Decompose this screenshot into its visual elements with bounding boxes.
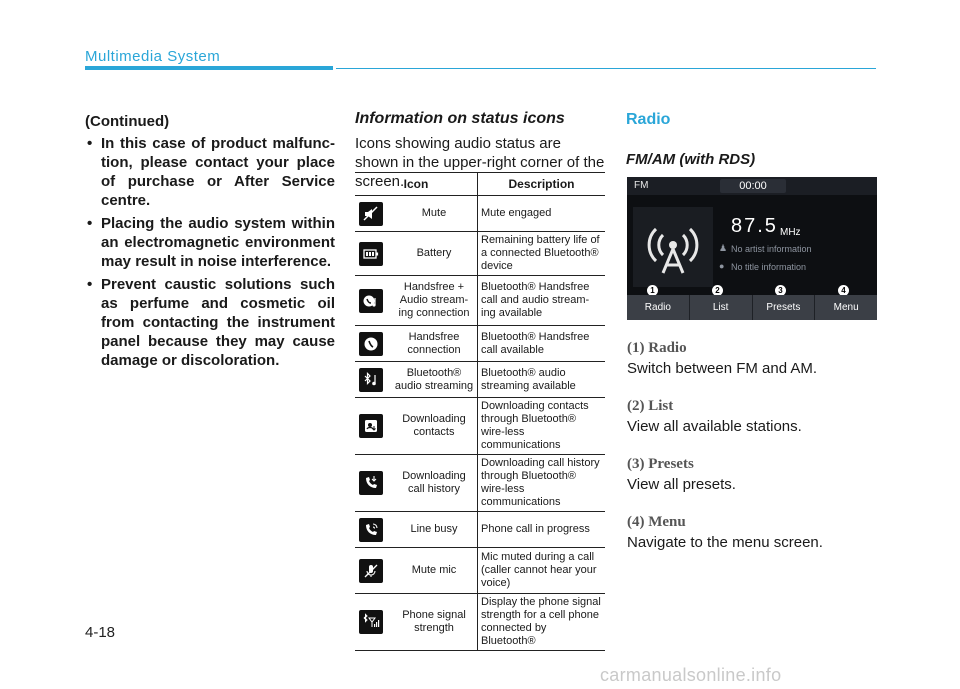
radio-antenna-icon <box>633 207 713 287</box>
icon-description: Bluetooth® audio streaming available <box>478 362 606 398</box>
item-heading: (2) List <box>627 398 674 414</box>
presets-button[interactable]: Presets <box>753 295 816 320</box>
table-row <box>355 455 605 512</box>
download-call-history-icon <box>359 471 383 495</box>
item-heading: (3) Presets <box>627 456 694 472</box>
header-rule <box>85 66 333 70</box>
callout-badge: 3 <box>775 285 786 296</box>
icon-description: Bluetooth® Handsfree call and audio stream-ing available <box>478 276 606 326</box>
icon-description: Display the phone signal strength for a cell phone connected by Bluetooth® <box>478 594 606 651</box>
icon-name: Mute <box>391 196 478 232</box>
mute-mic-icon <box>359 559 383 583</box>
icon-description: Mic muted during a call (caller cannot hear your voice) <box>478 548 606 594</box>
fmam-subtitle: FM/AM (with RDS) <box>626 151 756 168</box>
bullet-item: • Prevent caustic solutions such as perfume and cosmetic oil from contacting the instrument panel because they may cause damage or discoloration. <box>85 275 335 370</box>
radio-button[interactable]: Radio <box>627 295 690 320</box>
icon-description: Bluetooth® Handsfree call available <box>478 326 606 362</box>
callout-badge: 1 <box>647 285 658 296</box>
table-header-description: Description <box>478 173 606 196</box>
table-row <box>355 326 605 362</box>
bullet-item: • In this case of product malfunc-tion, please contact your place of purchase or After Service centre. <box>85 134 335 210</box>
clock: 00:00 <box>720 179 786 193</box>
person-icon: ♟ <box>719 243 728 253</box>
icon-description: Downloading call history through Bluetooth® wire-less communications <box>478 455 606 512</box>
info-intro: Icons showing audio status are shown in the upper-right corner of the screen. <box>355 135 605 190</box>
frequency-unit: MHz <box>780 227 801 238</box>
icon-name: Handsfree + Audio stream-ing connection <box>391 276 478 326</box>
icon-name: Line busy <box>391 512 478 548</box>
table-row <box>355 594 605 651</box>
battery-icon <box>359 242 383 266</box>
artist-info: No artist information <box>731 244 812 254</box>
icon-description: Mute engaged <box>478 196 606 232</box>
icon-description: Phone call in progress <box>478 512 606 548</box>
header-rule-thin <box>336 68 876 69</box>
table-row <box>355 398 605 455</box>
list-button[interactable]: List <box>690 295 753 320</box>
icon-name: Mute mic <box>391 548 478 594</box>
watermark: carmanualsonline.info <box>600 665 782 685</box>
item-heading: (1) Radio <box>627 340 687 356</box>
table-header-icon: Icon <box>355 173 478 196</box>
menu-button[interactable]: Menu <box>833 302 859 313</box>
handsfree-icon <box>359 332 383 356</box>
table-row <box>355 196 605 232</box>
table-row <box>355 276 605 326</box>
phone-signal-icon <box>359 610 383 634</box>
icon-name: Phone signal strength <box>391 594 478 651</box>
table-row <box>355 548 605 594</box>
bluetooth-audio-icon <box>359 368 383 392</box>
band-label: FM <box>634 180 649 191</box>
page-number: 4-18 <box>85 624 116 641</box>
icon-name: Battery <box>391 232 478 276</box>
status-icon-table <box>355 172 605 651</box>
callout-badge: 2 <box>712 285 723 296</box>
icon-name: Downloading call history <box>391 455 478 512</box>
handsfree-audio-icon <box>359 289 383 313</box>
continued-title: (Continued) <box>85 113 170 130</box>
icon-name: Handsfree connection <box>391 326 478 362</box>
radio-screen <box>627 177 877 320</box>
music-icon: ● <box>719 261 725 271</box>
radio-title: Radio <box>626 111 671 128</box>
item-text: View all available stations. <box>627 418 802 435</box>
mute-icon <box>359 202 383 226</box>
item-text: View all presets. <box>627 476 736 493</box>
info-title: Information on status icons <box>355 110 565 127</box>
table-row <box>355 362 605 398</box>
item-text: Navigate to the menu screen. <box>627 534 823 551</box>
icon-description: Downloading contacts through Bluetooth® wire-less communications <box>478 398 606 455</box>
section-title: Multimedia System <box>85 48 221 65</box>
callout-badge: 4 <box>838 285 849 296</box>
line-busy-icon <box>359 518 383 542</box>
icon-description: Remaining battery life of a connected Bluetooth® device <box>478 232 606 276</box>
bullet-list <box>85 134 335 374</box>
screen-nav-bar <box>627 295 877 320</box>
download-contacts-icon <box>359 414 383 438</box>
title-info: No title information <box>731 262 807 272</box>
table-row <box>355 512 605 548</box>
table-row <box>355 232 605 276</box>
icon-name: Bluetooth® audio streaming <box>391 362 478 398</box>
bullet-item: • Placing the audio system within an electromagnetic environment may result in noise interference. <box>85 214 335 271</box>
item-text: Switch between FM and AM. <box>627 360 818 377</box>
item-heading: (4) Menu <box>627 514 686 530</box>
icon-name: Downloading contacts <box>391 398 478 455</box>
frequency-display: 87.5 <box>731 215 778 237</box>
